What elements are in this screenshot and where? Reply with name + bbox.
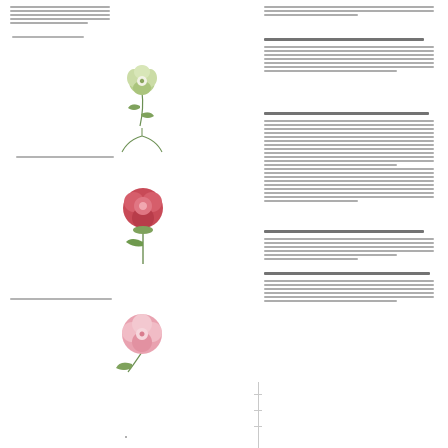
text-line <box>10 10 110 12</box>
text-line <box>264 184 434 186</box>
divider-tick <box>254 410 262 411</box>
text-line <box>264 148 434 150</box>
text-line <box>264 192 434 194</box>
text-line <box>10 18 110 20</box>
text-line <box>264 128 434 130</box>
section-paragraph <box>264 120 434 204</box>
section-paragraph <box>264 238 434 262</box>
text-line <box>264 168 434 170</box>
section-heading <box>264 230 424 233</box>
section-heading <box>264 272 430 275</box>
text-line <box>264 196 434 198</box>
text-line <box>264 160 434 162</box>
hellebore-illustration <box>118 58 166 128</box>
text-line <box>264 164 397 166</box>
text-line <box>264 124 434 126</box>
text-line <box>264 14 358 16</box>
page-mark <box>125 436 127 438</box>
text-line <box>264 176 434 178</box>
text-line <box>264 132 434 134</box>
rose-illustration <box>112 306 172 376</box>
text-line <box>264 136 434 138</box>
text-line <box>10 6 110 8</box>
text-line <box>10 14 110 16</box>
caption-3 <box>10 298 112 300</box>
text-line <box>264 10 434 12</box>
text-line <box>264 172 434 174</box>
opening-paragraph <box>264 6 434 18</box>
text-line <box>264 246 434 248</box>
text-line <box>264 238 434 240</box>
text-line <box>264 284 434 286</box>
page-divider <box>258 382 259 448</box>
text-line <box>264 120 434 122</box>
text-line <box>264 62 434 64</box>
text-line <box>264 258 358 260</box>
text-line <box>264 292 434 294</box>
text-line <box>264 300 397 302</box>
right-page <box>224 0 448 448</box>
leaf-sprig-icon <box>118 128 166 154</box>
text-line <box>264 250 434 252</box>
text-line <box>264 58 434 60</box>
text-line <box>264 188 434 190</box>
caption-2 <box>16 156 114 158</box>
text-line <box>264 296 434 298</box>
intro-paragraph <box>10 6 110 26</box>
text-line <box>264 180 434 182</box>
divider-tick <box>254 426 262 427</box>
section-heading <box>264 112 429 115</box>
text-line <box>264 254 397 256</box>
text-line <box>264 156 434 158</box>
text-line <box>264 200 358 202</box>
text-line <box>264 66 434 68</box>
caption-1 <box>12 36 84 38</box>
text-line <box>264 140 434 142</box>
divider-tick <box>254 394 262 395</box>
text-line <box>10 22 88 24</box>
text-line <box>264 288 434 290</box>
section-paragraph <box>264 46 434 74</box>
camellia-illustration <box>116 180 170 266</box>
section-paragraph <box>264 280 434 304</box>
text-line <box>264 152 434 154</box>
text-line <box>264 144 434 146</box>
text-line <box>264 70 397 72</box>
text-line <box>264 280 434 282</box>
text-line <box>264 242 434 244</box>
text-line <box>264 46 434 48</box>
section-heading <box>264 38 424 41</box>
text-line <box>264 6 434 8</box>
text-line <box>264 50 434 52</box>
text-line <box>264 54 434 56</box>
